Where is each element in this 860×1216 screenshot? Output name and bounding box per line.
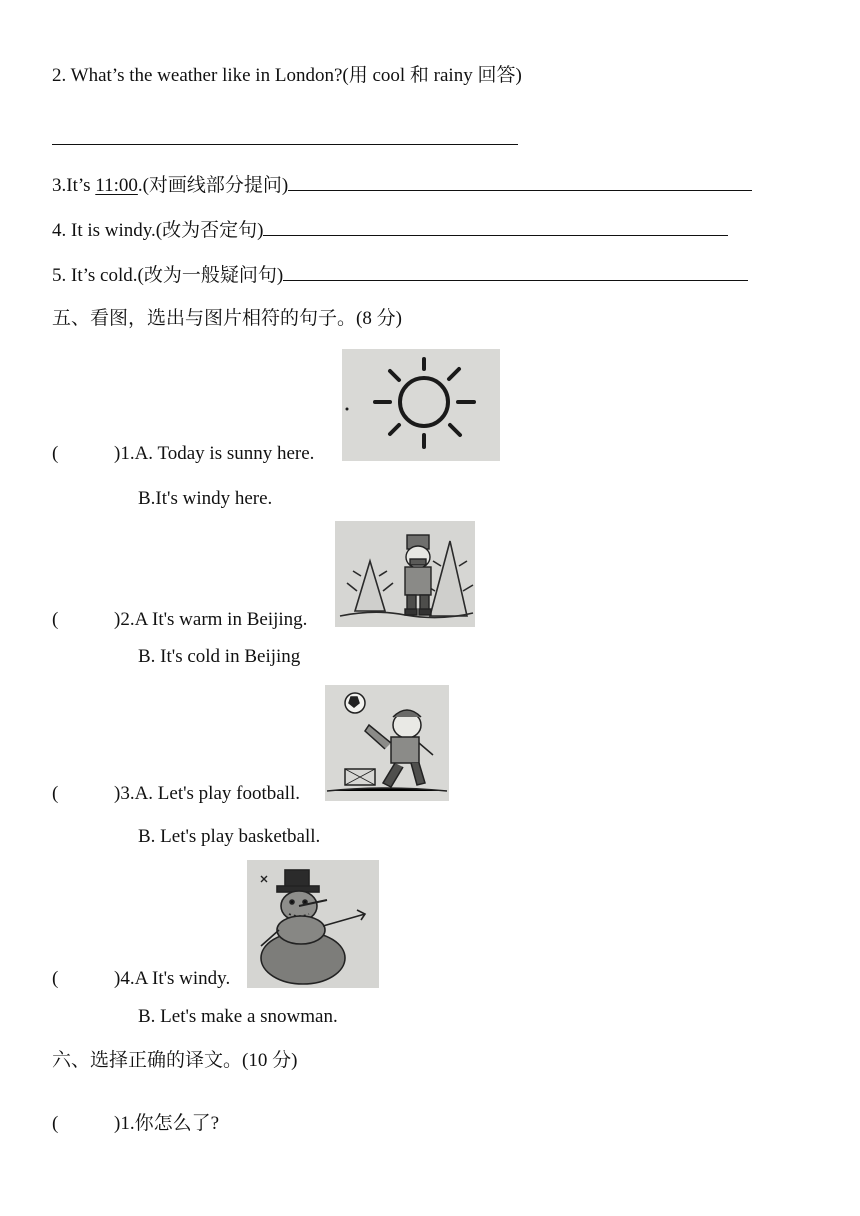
option-b: B. It's cold in Beijing bbox=[138, 646, 301, 667]
close-paren: ) bbox=[114, 783, 121, 804]
option-a: 4.A It's windy. bbox=[120, 968, 231, 989]
answer-paren[interactable] bbox=[52, 1112, 114, 1136]
question-3-prefix: 3.It’s bbox=[52, 175, 96, 196]
answer-blank-2[interactable] bbox=[52, 126, 518, 152]
item-1-option-b bbox=[138, 487, 272, 511]
question-4 bbox=[52, 217, 728, 243]
answer-line[interactable] bbox=[283, 262, 748, 281]
sun-icon bbox=[342, 349, 500, 461]
open-paren: ( bbox=[52, 443, 59, 464]
option-b: B.It's windy here. bbox=[138, 488, 273, 509]
item-3-line bbox=[52, 782, 300, 806]
answer-line[interactable] bbox=[52, 126, 518, 145]
open-paren: ( bbox=[52, 968, 59, 989]
open-paren: ( bbox=[52, 1113, 59, 1134]
question-3-underlined-time: 11:00 bbox=[95, 175, 138, 196]
question-4-text: 4. It is windy.(改为否定句) bbox=[52, 220, 264, 241]
question-3 bbox=[52, 172, 752, 198]
section-6-heading bbox=[52, 1049, 297, 1073]
section-title: 六、选择正确的译文。(10 分) bbox=[52, 1050, 298, 1071]
item-4-line bbox=[52, 967, 230, 991]
open-paren: ( bbox=[52, 783, 59, 804]
question-2 bbox=[52, 64, 522, 88]
item-3-option-b bbox=[138, 825, 320, 849]
section-5-heading bbox=[52, 307, 402, 331]
question-2-text: 2. What’s the weather like in London?(用 cool 和 rainy 回答) bbox=[52, 65, 522, 86]
option-a: 3.A. Let's play football. bbox=[120, 783, 300, 804]
answer-paren[interactable] bbox=[52, 608, 114, 632]
item-1-line bbox=[52, 442, 314, 466]
open-paren: ( bbox=[52, 609, 59, 630]
answer-paren[interactable] bbox=[52, 782, 114, 806]
answer-paren[interactable] bbox=[52, 967, 114, 991]
close-paren: ) bbox=[114, 968, 121, 989]
answer-paren[interactable] bbox=[52, 442, 114, 466]
question-text: 1.你怎么了? bbox=[120, 1113, 220, 1134]
boy-kicking-football-picture bbox=[325, 685, 449, 801]
option-a: 2.A It's warm in Beijing. bbox=[120, 609, 308, 630]
close-paren: ) bbox=[114, 609, 121, 630]
question-5 bbox=[52, 262, 748, 288]
option-b: B. Let's make a snowman. bbox=[138, 1006, 338, 1027]
answer-line[interactable] bbox=[263, 217, 728, 236]
item-4-option-b bbox=[138, 1005, 338, 1029]
boy-in-snow-picture bbox=[335, 521, 475, 627]
snowman-picture bbox=[247, 860, 379, 988]
item-2-line bbox=[52, 608, 307, 632]
answer-line[interactable] bbox=[288, 172, 752, 191]
item-2-option-b bbox=[138, 645, 300, 669]
question-5-text: 5. It’s cold.(改为一般疑问句) bbox=[52, 265, 284, 286]
section-6-item-1 bbox=[52, 1112, 219, 1136]
option-b: B. Let's play basketball. bbox=[138, 826, 321, 847]
close-paren: ) bbox=[114, 443, 121, 464]
section-title: 五、看图，选出与图片相符的句子。(8 分) bbox=[52, 308, 402, 329]
option-a: 1.A. Today is sunny here. bbox=[120, 443, 315, 464]
question-3-instruction: .(对画线部分提问) bbox=[137, 175, 289, 196]
close-paren: ) bbox=[114, 1113, 121, 1134]
